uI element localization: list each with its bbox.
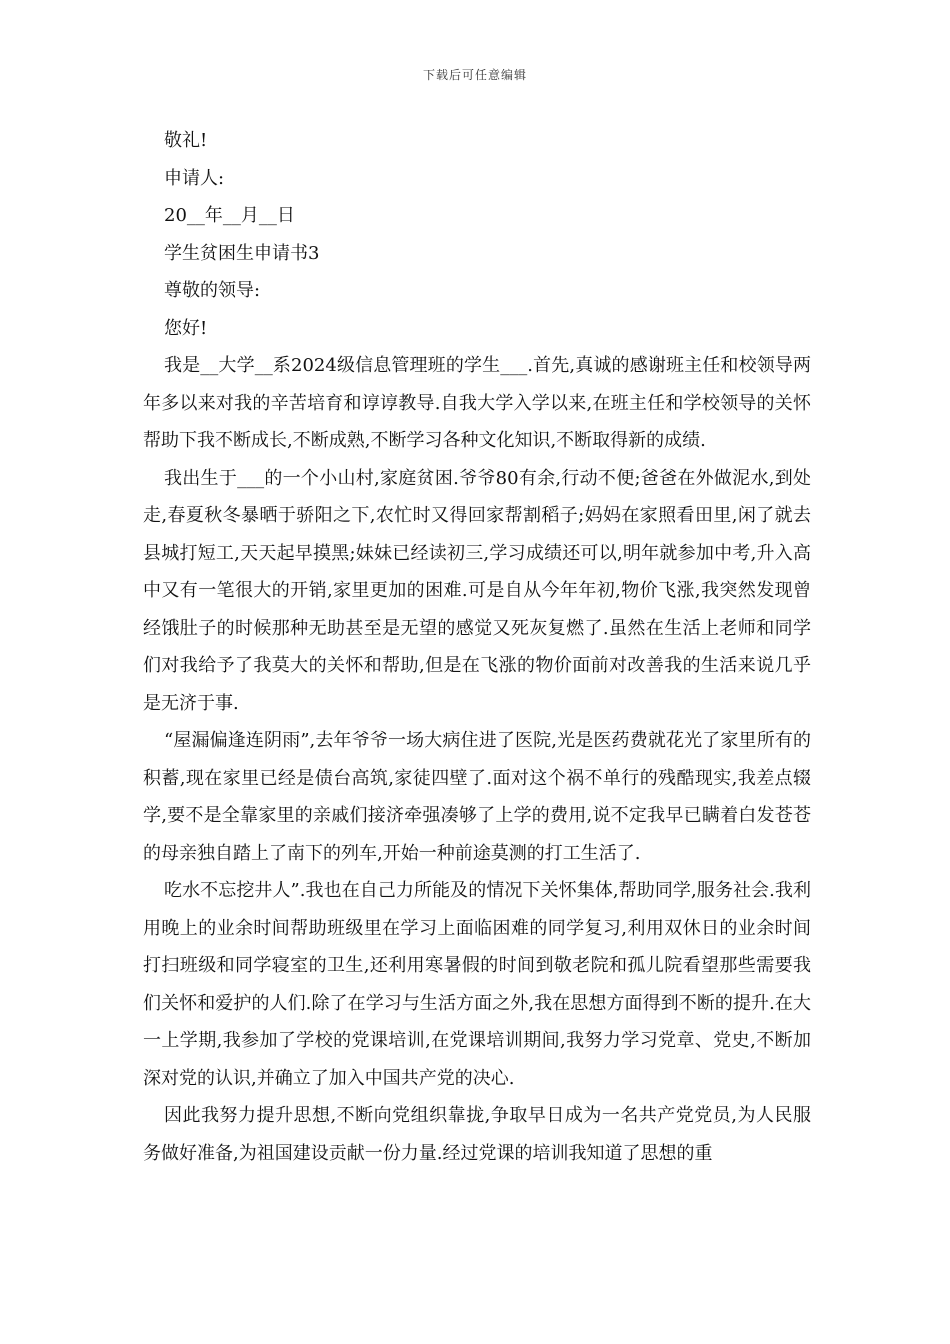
date-line: 20__年__月__日 xyxy=(164,205,295,226)
document-title: 学生贫困生申请书3 xyxy=(164,242,320,264)
paragraph-intro: 我是__大学__系2024级信息管理班的学生___.首先,真诚的感谢班主任和校领导两年多以来对我的辛苦培育和谆谆教导.自我大学入学以来,在班主任和学校领导的关怀帮助下我不断成长,不断成熟,不断学习各种文化知识,不断取得新的成绩. xyxy=(143,355,811,451)
paragraph-hardship: “屋漏偏逢连阴雨”,去年爷爷一场大病住进了医院,光是医药费就花光了家里所有的积蓄,现在家里已经是债台高筑,家徒四壁了.面对这个祸不单行的残酷现实,我差点辍学,要不是全靠家里的亲戚们接济牵强凑够了上学的费用,说不定我早已瞒着白发苍苍的母亲独自踏上了南下的列车,开始一种前途莫测的打工生活了. xyxy=(143,730,811,864)
page-header: 下载后可任意编辑 xyxy=(422,68,527,82)
paragraph-family: 我出生于___的一个小山村,家庭贫困.爷爷80有余,行动不便;爸爸在外做泥水,到处走,春夏秋冬暴晒于骄阳之下,农忙时又得回家帮割稻子;妈妈在家照看田里,闲了就去县城打短工,天天起早摸黑;妹妹已经读初三,学习成绩还可以,明年就参加中考,升入高中又有一笔很大的开销,家里更加的困难.可是自从今年年初,物价飞涨,我突然发现曾经饿肚子的时候那种无助甚至是无望的感觉又死灰复燃了.虽然在生活上老师和同学们对我给予了我莫大的关怀和帮助,但是在飞涨的物价面前对改善我的生活来说几乎是无济于事. xyxy=(143,467,811,714)
paragraph-service: 吃水不忘挖井人”.我也在自己力所能及的情况下关怀集体,帮助同学,服务社会.我利用晚上的业余时间帮助班级里在学习上面临困难的同学复习,利用双休日的业余时间打扫班级和同学寝室的卫生,还利用寒暑假的时间到敬老院和孤儿院看望那些需要我们关怀和爱护的人们.除了在学习与生活方面之外,我在思想方面得到不断的提升.在大一上学期,我参加了学校的党课培训,在党课培训期间,我努力学习党章、党史,不断加深对党的认识,并确立了加入中国共产党的决心. xyxy=(143,880,811,1089)
greeting-line: 您好! xyxy=(164,317,208,339)
salute-line: 敬礼! xyxy=(164,130,208,151)
paragraph-ideology: 因此我努力提升思想,不断向党组织靠拢,争取早日成为一名共产党党员,为人民服务做好准备,为祖国建设贡献一份力量.经过党课的培训我知道了思想的重 xyxy=(143,1105,811,1164)
document-body xyxy=(143,122,811,1172)
applicant-line: 申请人: xyxy=(164,167,225,189)
salutation-line: 尊敬的领导: xyxy=(164,280,261,301)
